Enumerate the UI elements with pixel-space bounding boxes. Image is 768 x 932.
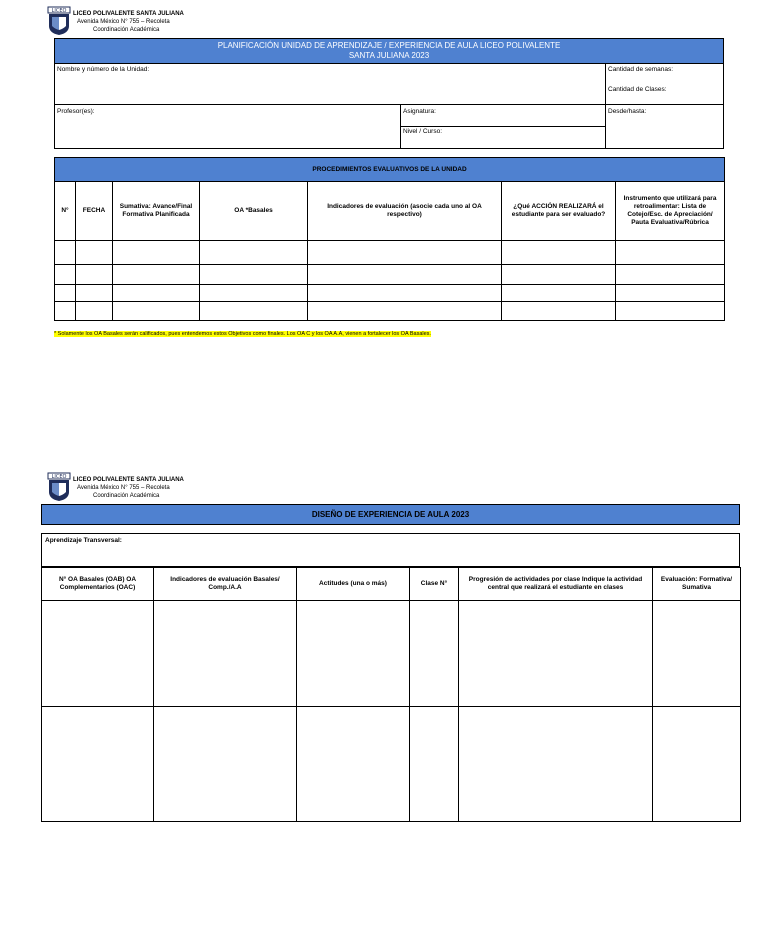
table-cell[interactable] xyxy=(200,285,308,302)
table-cell[interactable] xyxy=(200,241,308,265)
school-logo xyxy=(47,6,71,36)
table-cell[interactable] xyxy=(616,302,725,321)
level-label: Nivel / Curso: xyxy=(403,128,443,135)
table-cell[interactable] xyxy=(653,601,741,707)
table-cell[interactable] xyxy=(502,241,616,265)
table-row xyxy=(55,302,725,321)
table-cell[interactable] xyxy=(502,302,616,321)
school-name: LICEO POLIVALENTE SANTA JULIANA xyxy=(73,11,184,17)
table-cell[interactable] xyxy=(113,302,200,321)
table-cell[interactable] xyxy=(616,285,725,302)
school-department: Coordinación Académica xyxy=(93,27,160,33)
table-cell[interactable] xyxy=(616,241,725,265)
table-cell[interactable] xyxy=(200,265,308,285)
table-cell[interactable] xyxy=(653,707,741,822)
table-cell[interactable] xyxy=(42,601,154,707)
transversal-label: Aprendizaje Transversal: xyxy=(45,537,122,544)
weeks-label: Cantidad de semanas: xyxy=(608,66,674,73)
divider xyxy=(54,63,724,64)
procedures-header: Sumativa: Avance/Final Formativa Planificada xyxy=(113,182,200,241)
table-cell[interactable] xyxy=(410,707,459,822)
design-header-row xyxy=(42,568,741,601)
design-header: Indicadores de evaluación Basales/ Comp./A.A xyxy=(154,568,297,601)
procedures-header-row xyxy=(55,182,725,241)
procedures-header: N° xyxy=(55,182,76,241)
transversal-box xyxy=(41,533,740,567)
table-cell[interactable] xyxy=(76,285,113,302)
table-cell[interactable] xyxy=(502,265,616,285)
teacher-label: Profesor(es): xyxy=(57,108,95,115)
table-cell[interactable] xyxy=(55,241,76,265)
table-cell[interactable] xyxy=(297,601,410,707)
logo-text: LICEO xyxy=(51,474,67,480)
design-header: Progresión de actividades por clase Indique la actividad central que realizará el estudiante en clases xyxy=(459,568,653,601)
school-header xyxy=(73,476,184,500)
procedures-header: FECHA xyxy=(76,182,113,241)
table-cell[interactable] xyxy=(55,265,76,285)
table-cell[interactable] xyxy=(154,707,297,822)
classes-label: Cantidad de Clases: xyxy=(608,86,667,93)
footnote-text: * Solamente los OA Basales serán calificados, pues entendemos estos Objetivos como finales. Los OA C y los OA A.A, vienen a fortalecer los OA Basales. xyxy=(54,331,431,337)
design-header: N° OA Basales (OAB) OA Complementarios (OAC) xyxy=(42,568,154,601)
dates-label: Desde/hasta: xyxy=(608,108,647,115)
table-row xyxy=(42,601,741,707)
procedures-table xyxy=(54,157,725,321)
procedures-footnote xyxy=(54,331,431,338)
divider xyxy=(400,104,401,149)
logo-text: LICEO xyxy=(51,8,67,14)
design-header: Clase N° xyxy=(410,568,459,601)
table-cell[interactable] xyxy=(459,707,653,822)
table-cell[interactable] xyxy=(42,707,154,822)
school-address: Avenida México N° 755 – Recoleta xyxy=(77,19,170,25)
table-cell[interactable] xyxy=(154,601,297,707)
table-cell[interactable] xyxy=(308,302,502,321)
design-header: Evaluación: Formativa/ Sumativa xyxy=(653,568,741,601)
divider xyxy=(400,126,605,127)
table-cell[interactable] xyxy=(113,241,200,265)
table-cell[interactable] xyxy=(459,601,653,707)
table-row xyxy=(55,285,725,302)
planning-title xyxy=(55,41,723,61)
unit-name-label: Nombre y número de la Unidad: xyxy=(57,66,150,73)
design-table xyxy=(41,567,741,822)
table-cell[interactable] xyxy=(200,302,308,321)
school-logo xyxy=(47,472,71,502)
table-cell[interactable] xyxy=(502,285,616,302)
procedures-title: PROCEDIMIENTOS EVALUATIVOS DE LA UNIDAD xyxy=(55,158,725,182)
school-name: LICEO POLIVALENTE SANTA JULIANA xyxy=(73,477,184,483)
table-cell[interactable] xyxy=(308,241,502,265)
procedures-header: ¿Qué ACCIÓN REALIZARÁ el estudiante para ser evaluado? xyxy=(502,182,616,241)
table-cell[interactable] xyxy=(113,265,200,285)
table-cell[interactable] xyxy=(616,265,725,285)
design-header: Actitudes (una o más) xyxy=(297,568,410,601)
table-row xyxy=(55,265,725,285)
divider xyxy=(605,63,606,149)
design-title: DISEÑO DE EXPERIENCIA DE AULA 2023 xyxy=(311,510,470,519)
procedures-header: Instrumento que utilizará para retroalimentar: Lista de Cotejo/Esc. de Apreciación/ Pauta Evaluativa/Rúbrica xyxy=(616,182,725,241)
table-cell[interactable] xyxy=(76,302,113,321)
school-department: Coordinación Académica xyxy=(93,493,160,499)
table-cell[interactable] xyxy=(76,265,113,285)
table-cell[interactable] xyxy=(308,265,502,285)
table-cell[interactable] xyxy=(113,285,200,302)
divider xyxy=(54,104,724,105)
planning-title-line2: SANTA JULIANA 2023 xyxy=(348,51,430,60)
table-cell[interactable] xyxy=(55,302,76,321)
table-cell[interactable] xyxy=(297,707,410,822)
school-header xyxy=(73,10,184,34)
procedures-header: Indicadores de evaluación (asocie cada uno al OA respectivo) xyxy=(308,182,502,241)
table-cell[interactable] xyxy=(55,285,76,302)
procedures-header: OA *Basales xyxy=(200,182,308,241)
table-row xyxy=(42,707,741,822)
subject-label: Asignatura: xyxy=(403,108,436,115)
table-cell[interactable] xyxy=(76,241,113,265)
table-cell[interactable] xyxy=(410,601,459,707)
school-address: Avenida México N° 755 – Recoleta xyxy=(77,485,170,491)
planning-title-line1: PLANIFICACIÓN UNIDAD DE APRENDIZAJE / EXPERIENCIA DE AULA LICEO POLIVALENTE xyxy=(217,41,561,50)
table-row xyxy=(55,241,725,265)
table-cell[interactable] xyxy=(308,285,502,302)
